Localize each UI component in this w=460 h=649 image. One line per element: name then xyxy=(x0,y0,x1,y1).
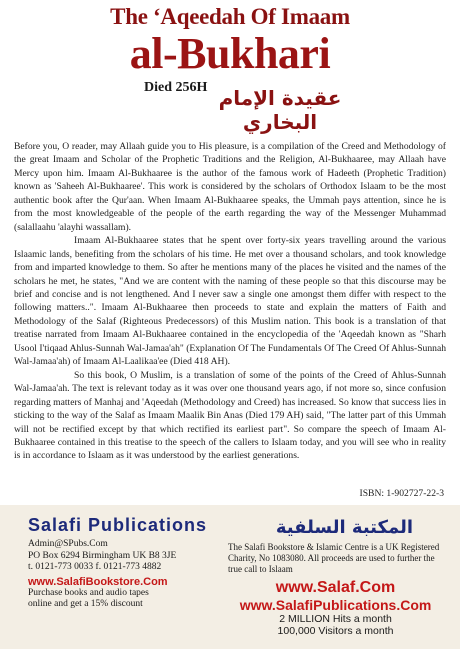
publisher-contact xyxy=(28,515,218,611)
salaf-url-link[interactable]: www.Salaf.Com xyxy=(275,579,396,596)
salafi-publications-url-link[interactable]: www.SalafiPublications.Com xyxy=(239,597,432,613)
isbn: ISBN: 1-902727-22-3 xyxy=(359,488,444,499)
cover-header xyxy=(0,0,460,134)
blurb-paragraph-2: Imaam Al-Bukhaaree states that he spent over forty-six years travelling around the various Islaamic lands, benefiting from the scholars of his time. He met over a thousand scholars, and took knowledge from and imparted knowledge to them. So after he mentions many of the places he visited and the names of the scholars he met, he states, "And we are content with the naming of these people so that this discourse may be brief and concise and is not lengthened. And I never saw a single one amongst them differ with respect to the following matters..". Imaam Al-Bukhaaree then proceeds to state and explain the matters of Faith and Methodology of the Salaf (Righteous Predecessors) of this Muslim nation. This book is a translation of that treatise narrated from Imaam Al-Bukhaaree contained in the encyclopedia of the 'Aqeedah known as "Sharh Usool I'tiqaad Ahlus-Sunnah Wal-Jamaa'ah" (Explanation Of The Fundamentals Of The Creed Of Ahlus-Sunnah Wal-Jamaa'ah) of Imaam Al-Laalikaa'ee (Died 418 AH). xyxy=(14,235,446,368)
died-label: Died 256H xyxy=(144,80,208,95)
blurb-paragraph-1: Before you, O reader, may Allaah guide you to His pleasure, is a compilation of the Creed and Methodology of the great Imaam and Scholar of the Prophetic Traditions and the Religion, Al-Bukhaaree, may Allaah have Mercy upon him. Imaam Al-Bukhaaree is the author of the famous work of Hadeeth (Prophetic Tradition) known as 'Saheeh Al-Bukhaaree'. This work is considered by the scholars of Orthodox Islaam to be the most authentic book after the Qur'aan. When Imaam Al-Bukhaaree speaks, the Ummah pays attention, since he is from the most knowledgeable of the people of the earth regarding the way of the Messenger Muhammad (salallaahu 'alayhi wassallam). xyxy=(14,141,446,233)
blurb-paragraph-3: So this book, O Muslim, is a translation of some of the points of the Creed of Ahlus-Sunnah Wal-Jamaa'ah. The text is relevant today as it was over one thousand years ago, if not more so, since confusion regarding matters of Manhaj and 'Aqeedah (Methodology and Creed) has increased. So know that success lies in sticking to the way of the Salaf as Imaam Maalik Bin Anas (Died 179 AH) said, "The latter part of this Ummah will not be rectified except by that which rectified its earliest part". So compare the speech of Imaam Al-Bukhaaree contained in this treatise to the speech of the callers to Islaam today, and you will see who in reality is in accordance to Islaam as it was understood by the earliest generations. xyxy=(14,369,446,462)
publisher-address: PO Box 6294 Birmingham UK B8 3JE xyxy=(28,550,177,561)
publisher-email[interactable]: Admin@SPubs.Com xyxy=(28,539,108,549)
purchase-line-1: Purchase books and audio tapes xyxy=(28,587,149,598)
book-title-top: The ‘Aqeedah Of Imaam xyxy=(110,4,350,29)
visitors-stat: 100,000 Visitors a month xyxy=(277,625,394,637)
charity-statement: The Salafi Bookstore & Islamic Centre is a UK Registered Charity, No 1083080. All proceeds are used to further the true call to Islaam xyxy=(228,542,440,574)
arabic-publisher-name: المكتبة السلفية xyxy=(275,517,413,538)
back-cover-blurb xyxy=(14,140,446,463)
publisher-footer xyxy=(0,505,460,649)
bookstore-url-link[interactable]: www.SalafiBookstore.Com xyxy=(28,575,168,588)
publisher-phone: t. 0121-773 0033 f. 0121-773 4882 xyxy=(28,562,162,572)
arabic-book-title: عقيدة الإمام البخاري xyxy=(218,86,342,134)
book-title-main: al-Bukhari xyxy=(129,29,331,78)
purchase-line-2: online and get a 15% discount xyxy=(28,599,143,609)
bookstore-info xyxy=(228,517,443,637)
publisher-name: Salafi Publications xyxy=(28,515,208,535)
hits-stat: 2 MILLION Hits a month xyxy=(279,613,392,625)
